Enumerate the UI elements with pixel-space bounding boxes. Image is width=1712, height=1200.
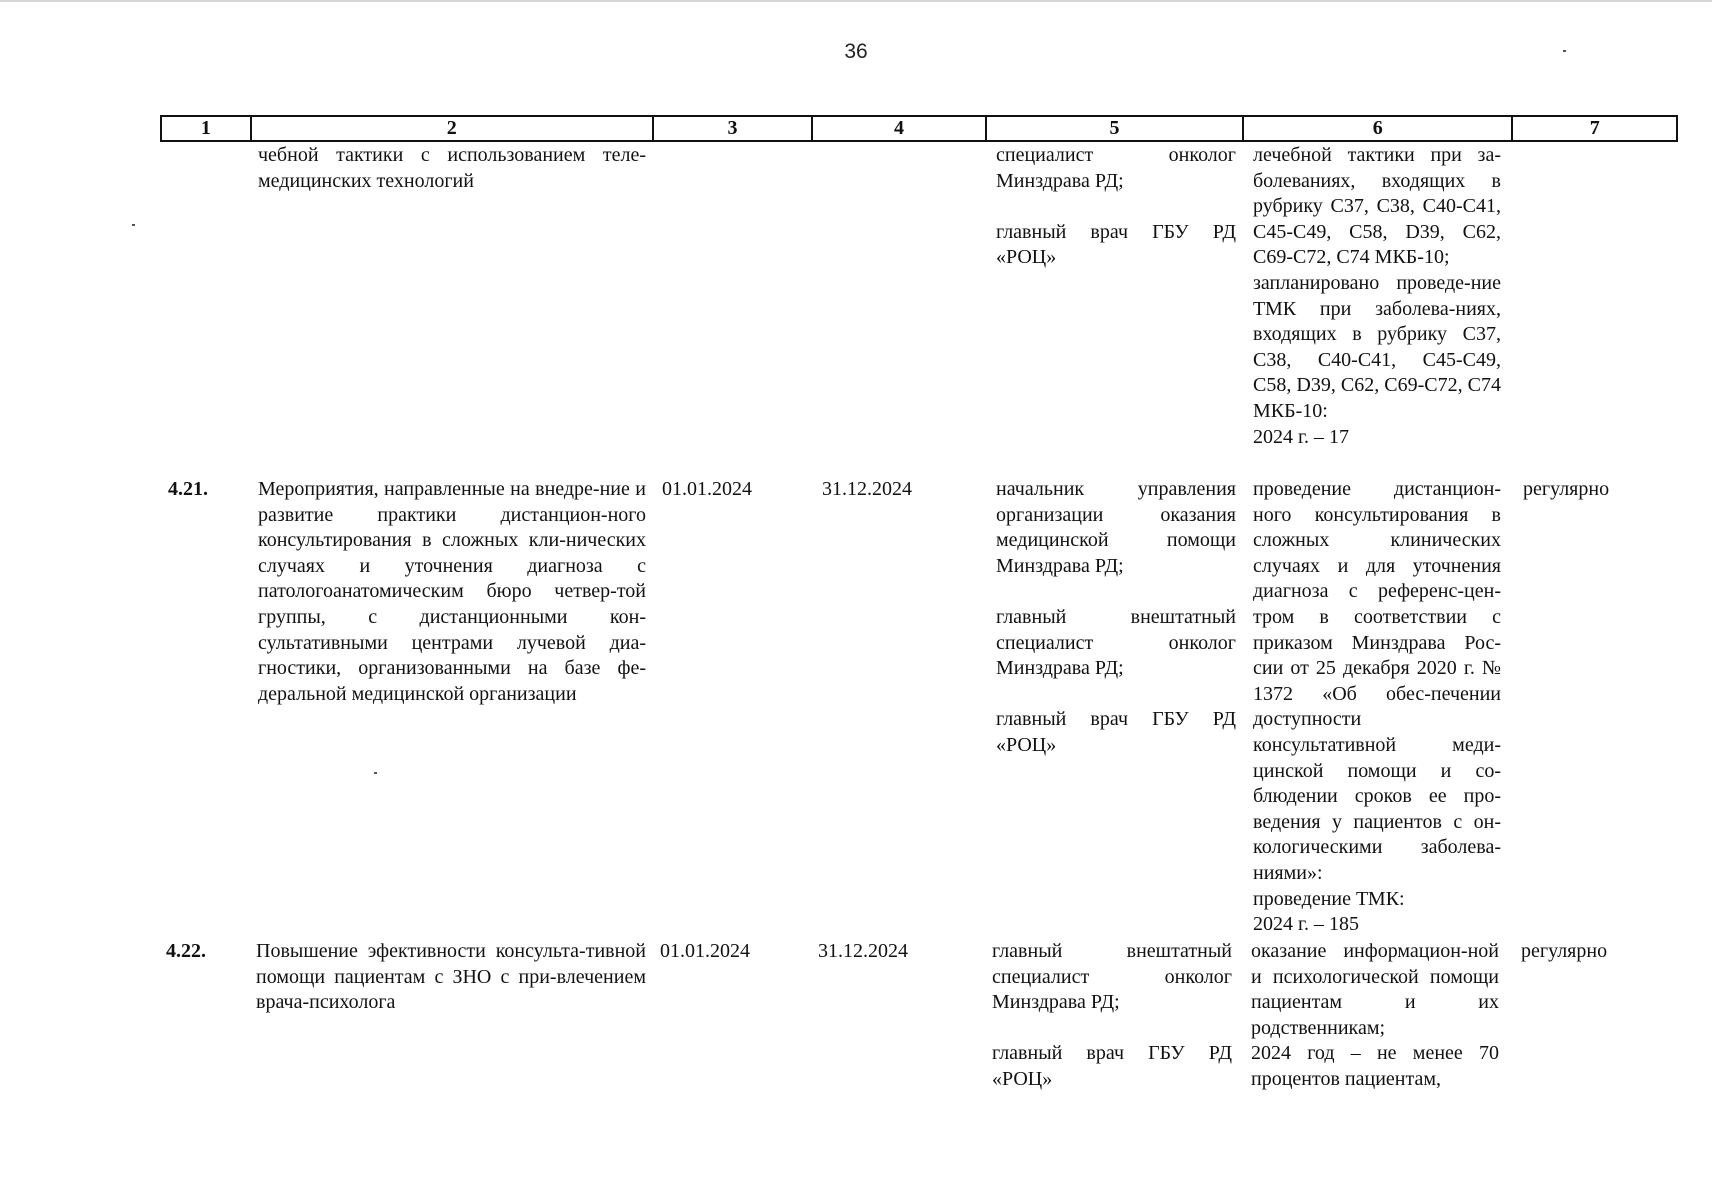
header-col-3: 3 <box>654 117 814 140</box>
row-frequency: регулярно <box>1521 940 1608 962</box>
row-end-date: 31.12.2024 <box>822 478 912 500</box>
responsible-item: специалист онколог Минздрава РД; <box>996 144 1236 192</box>
result-item: проведение дистанцион-ного консультирования в сложных клинических случаях и для уточнения диагноза с референс-цен-тром в соответствии с приказом Минздрава Рос-сии от 25 декабря 2020 г. № 1372 «Об обес-печении доступности консультативной меди-цинской помощи и со-блюдении сроков ее про-ведения у пациентов с он-кологическими заболева-ниями»: <box>1253 478 1501 884</box>
header-col-2: 2 <box>252 117 654 140</box>
row-result <box>1251 939 1499 1093</box>
table-header-row <box>160 115 1678 142</box>
row-start-date: 01.01.2024 <box>660 940 750 962</box>
result-item: 2024 г. – 185 <box>1253 913 1359 936</box>
responsible-item: главный врач ГБУ РД «РОЦ» <box>992 1042 1232 1090</box>
result-item: 2024 г. – 17 <box>1253 425 1349 448</box>
row-responsible <box>996 477 1236 759</box>
result-item: лечебной тактики при за-болеваниях, входящих в рубрику С37, С38, С40-С41, С45-С49, С58, D39, С62, С69-С72, С74 МКБ-10; <box>1253 144 1501 269</box>
result-item: 2024 год – не менее 70 процентов пациентам, <box>1251 1042 1499 1090</box>
page-number: 36 <box>844 40 868 63</box>
result-item: проведение ТМК: <box>1253 887 1405 910</box>
row-number: 4.22. <box>166 940 206 962</box>
row-result <box>1253 477 1501 938</box>
scan-speck <box>374 772 377 774</box>
result-item: оказание информацион-ной и психологической помощи пациентам и их родственникам; <box>1251 940 1499 1039</box>
top-scan-edge <box>0 0 1712 2</box>
header-col-6: 6 <box>1244 117 1513 140</box>
scan-speck <box>132 224 135 226</box>
row-title: Мероприятия, направленные на внедре-ние и развитие практики дистанцион-ного консультирования в сложных кли-нических случаях и уточнения диагноза с патологоанатомическим бюро четвер-той группы, с дистанционными кон-сультативными центрами лучевой диа-гностики, организованными на базе фе-деральной медицинской организации <box>258 478 646 705</box>
responsible-item: главный врач ГБУ РД «РОЦ» <box>996 708 1236 756</box>
header-col-4: 4 <box>813 117 987 140</box>
responsible-item: главный врач ГБУ РД «РОЦ» <box>996 220 1236 269</box>
row-start-date: 01.01.2024 <box>662 478 752 500</box>
result-item: запланировано проведе-ние ТМК при заболева-ниях, входящих в рубрику С37, С38, С40-С41, С45-С49, С58, D39, С62, С69-С72, С74 МКБ-10: <box>1253 271 1501 422</box>
responsible-item: главный внештатный специалист онколог Минздрава РД; <box>996 605 1236 680</box>
continuation-responsible <box>996 143 1236 271</box>
continuation-result <box>1253 143 1501 450</box>
header-col-1: 1 <box>162 117 252 140</box>
row-number: 4.21. <box>168 478 208 500</box>
row-title: Повышение эфективности консульта-тивной помощи пациентам с ЗНО с при-влечением врача-психолога <box>256 940 646 1014</box>
row-end-date: 31.12.2024 <box>818 940 908 962</box>
row-frequency: регулярно <box>1523 478 1610 500</box>
header-col-7: 7 <box>1589 117 1600 139</box>
header-col-5: 5 <box>987 117 1244 140</box>
continuation-title: чебной тактики с использованием теле-медицинских технологий <box>258 144 646 192</box>
responsible-item: начальник управления организации оказания медицинской помощи Минздрава РД; <box>996 478 1236 577</box>
responsible-item: главный внештатный специалист онколог Минздрава РД; <box>992 940 1232 1014</box>
row-responsible <box>992 939 1232 1093</box>
